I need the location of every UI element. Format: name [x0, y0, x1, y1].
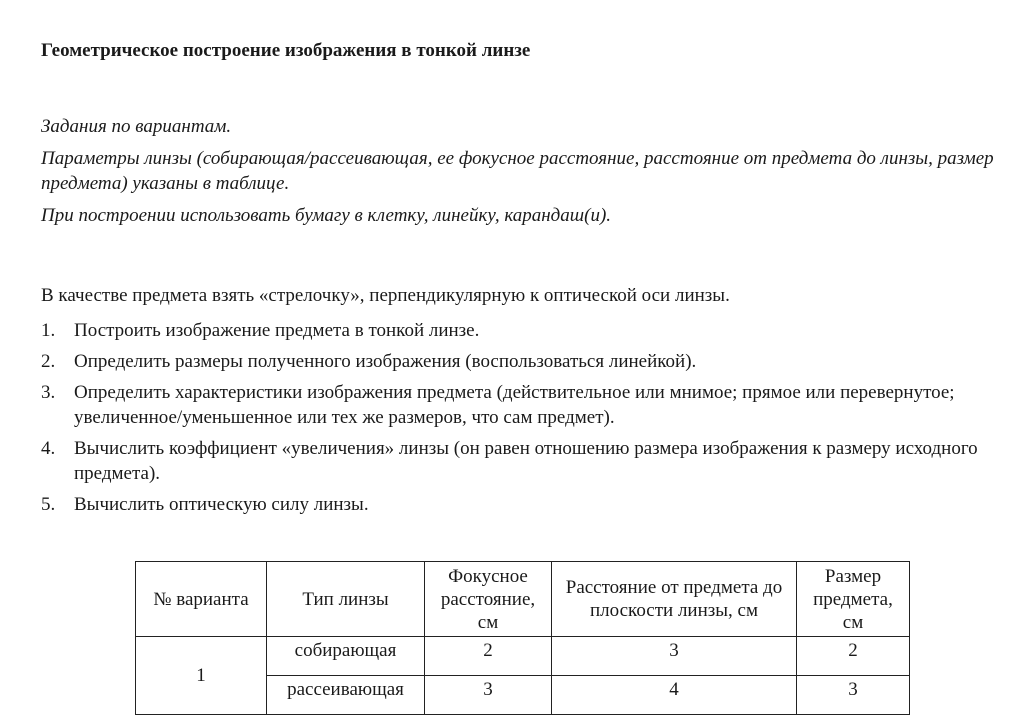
- task-number: 3.: [41, 382, 56, 403]
- object-size-cell: 3: [797, 676, 910, 715]
- variants-table: [135, 561, 910, 715]
- instructions-block: [41, 114, 1001, 235]
- header-object-size: Размер предмета, см: [797, 562, 910, 637]
- focal-length-cell: 2: [425, 637, 552, 676]
- object-distance-cell: 3: [552, 637, 797, 676]
- instruction-paragraph: Параметры линзы (собирающая/рассеивающая, ее фокусное расстояние, расстояние от предмета до линзы, размер предмета) указаны в таблице.: [41, 148, 994, 194]
- task-item: [41, 318, 981, 343]
- task-number: 1.: [41, 320, 56, 341]
- task-text: Вычислить коэффициент «увеличения» линзы (он равен отношению размера изображения к размеру исходного предмета).: [74, 438, 978, 484]
- table-header-row: [136, 562, 910, 637]
- table-row: [136, 637, 910, 676]
- instruction-paragraph: При построении использовать бумагу в клетку, линейку, карандаш(и).: [41, 205, 612, 226]
- focal-length-cell: 3: [425, 676, 552, 715]
- task-number: 4.: [41, 438, 56, 459]
- task-number: 2.: [41, 351, 56, 372]
- task-list: [41, 318, 981, 523]
- task-number: 5.: [41, 494, 56, 515]
- header-variant: № варианта: [136, 562, 267, 637]
- task-text: Вычислить оптическую силу линзы.: [74, 494, 369, 515]
- lens-type-cell: рассеивающая: [267, 676, 425, 715]
- object-size-cell: 2: [797, 637, 910, 676]
- lens-type-cell: собирающая: [267, 637, 425, 676]
- header-lens-type: Тип линзы: [267, 562, 425, 637]
- task-item: [41, 380, 981, 430]
- object-distance-cell: 4: [552, 676, 797, 715]
- document-title: Геометрическое построение изображения в тонкой линзе: [41, 40, 531, 61]
- task-text: Определить характеристики изображения предмета (действительное или мнимое; прямое или перевернутое; увеличенное/уменьшенное или тех же размеров, что сам предмет).: [74, 382, 955, 428]
- task-item: [41, 436, 981, 486]
- intro-text: В качестве предмета взять «стрелочку», перпендикулярную к оптической оси линзы.: [41, 285, 730, 306]
- variant-number-cell: 1: [136, 637, 267, 715]
- task-text: Определить размеры полученного изображения (воспользоваться линейкой).: [74, 351, 697, 372]
- task-item: [41, 349, 981, 374]
- header-object-distance: Расстояние от предмета до плоскости линзы, см: [552, 562, 797, 637]
- instruction-paragraph: Задания по вариантам.: [41, 116, 232, 137]
- header-focal-length: Фокусное расстояние, см: [425, 562, 552, 637]
- task-text: Построить изображение предмета в тонкой линзе.: [74, 320, 480, 341]
- task-item: [41, 492, 981, 517]
